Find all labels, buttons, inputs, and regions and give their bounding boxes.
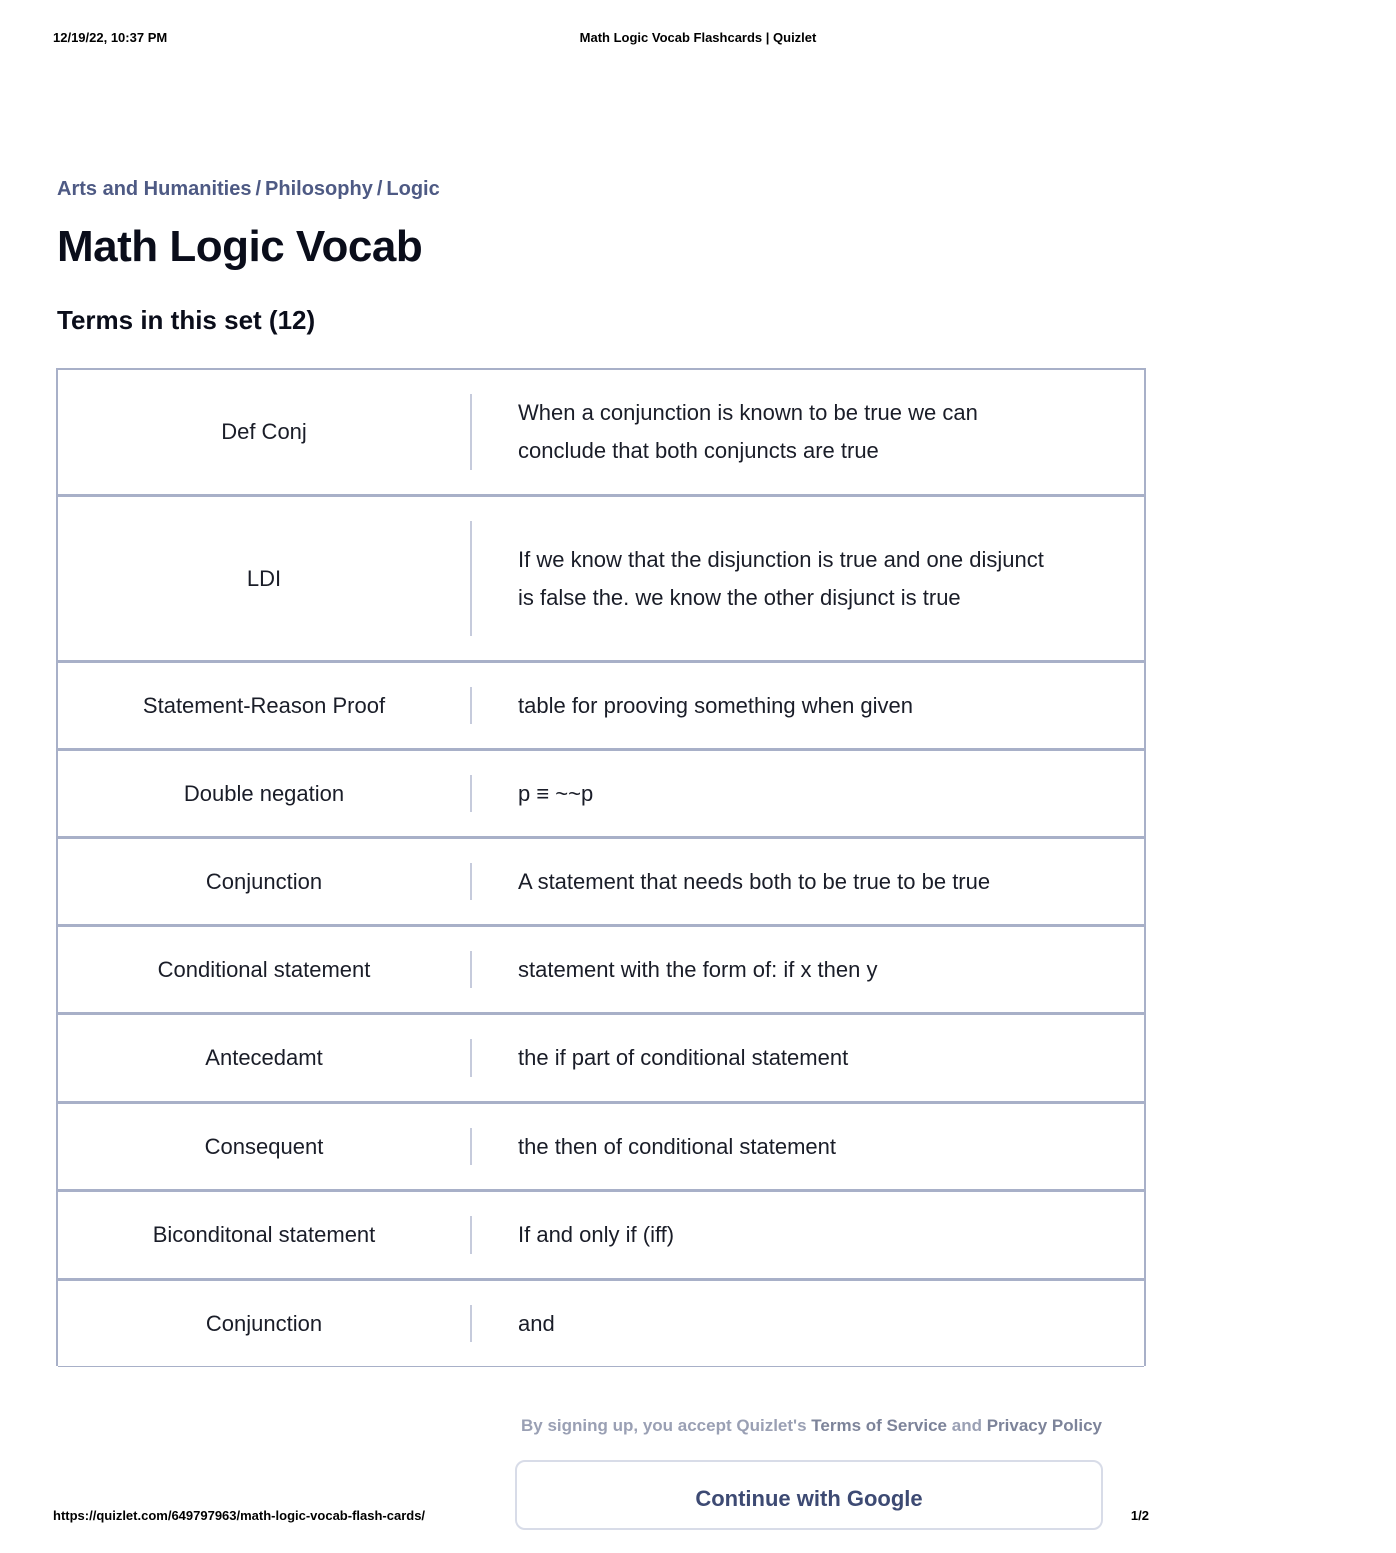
breadcrumb-philosophy[interactable]: Philosophy (265, 178, 373, 200)
breadcrumb (57, 178, 440, 201)
card-definition: and (518, 1310, 555, 1336)
set-title: Math Logic Vocab (57, 222, 423, 271)
terms-list (56, 368, 1146, 1366)
term-card (58, 368, 1144, 495)
terms-of-service-link[interactable]: Terms of Service (811, 1416, 948, 1435)
term-card (58, 495, 1144, 661)
card-definition: p ≡ ~~p (518, 780, 594, 806)
print-url: https://quizlet.com/649797963/math-logic-vocab-flash-cards/ (53, 1508, 426, 1523)
card-term: Consequent (204, 1133, 324, 1159)
card-term: Double negation (183, 780, 345, 806)
term-card (58, 1279, 1144, 1367)
card-term: Antecedamt (205, 1045, 323, 1070)
google-button-clip (515, 1460, 1107, 1511)
breadcrumb-logic[interactable]: Logic (386, 178, 440, 200)
term-card (58, 661, 1144, 749)
card-definition: If and only if (iff) (518, 1222, 675, 1247)
print-page-number: 1/2 (1130, 1508, 1149, 1523)
term-card (58, 837, 1144, 925)
continue-with-google-button[interactable]: Continue with Google (515, 1460, 1103, 1530)
term-card (58, 1190, 1144, 1279)
term-card (58, 925, 1144, 1013)
card-definition: statement with the form of: if x then y (518, 956, 878, 982)
print-document-title: Math Logic Vocab Flashcards | Quizlet (579, 30, 817, 45)
breadcrumb-separator: / (376, 178, 383, 200)
print-date: 12/19/22, 10:37 PM (53, 30, 168, 45)
card-term: Conditional statement (157, 956, 371, 982)
card-definition: table for prooving something when given (518, 692, 914, 718)
print-header (0, 30, 1200, 48)
term-card (58, 1013, 1144, 1102)
card-definition: When a conjunction is known to be true we can conclude that both conjuncts are true (518, 400, 978, 463)
breadcrumb-arts-and-humanities[interactable]: Arts and Humanities (57, 178, 252, 200)
legal-prefix: By signing up, you accept Quizlet's (521, 1416, 812, 1435)
term-card (58, 749, 1144, 837)
card-definition: the if part of conditional statement (518, 1045, 849, 1070)
term-card (58, 1102, 1144, 1190)
card-term: Conjunction (205, 1310, 323, 1336)
card-term: Biconditonal statement (152, 1222, 376, 1247)
signup-legal-text (521, 1416, 1102, 1436)
card-term: Def Conj (221, 419, 307, 444)
card-definition: the then of conditional statement (518, 1133, 836, 1159)
card-definition: If we know that the disjunction is true and one disjunct is false the. we know the other disjunct is true (518, 546, 1044, 610)
legal-and: and (947, 1416, 987, 1435)
card-term: LDI (246, 565, 282, 591)
terms-heading: Terms in this set (12) (57, 305, 316, 335)
privacy-policy-link[interactable]: Privacy Policy (986, 1416, 1103, 1435)
card-definition: A statement that needs both to be true to be true (518, 868, 991, 894)
card-term: Conjunction (205, 868, 323, 894)
card-term: Statement-Reason Proof (142, 692, 386, 718)
breadcrumb-separator: / (255, 178, 262, 200)
print-footer (0, 1508, 1200, 1526)
